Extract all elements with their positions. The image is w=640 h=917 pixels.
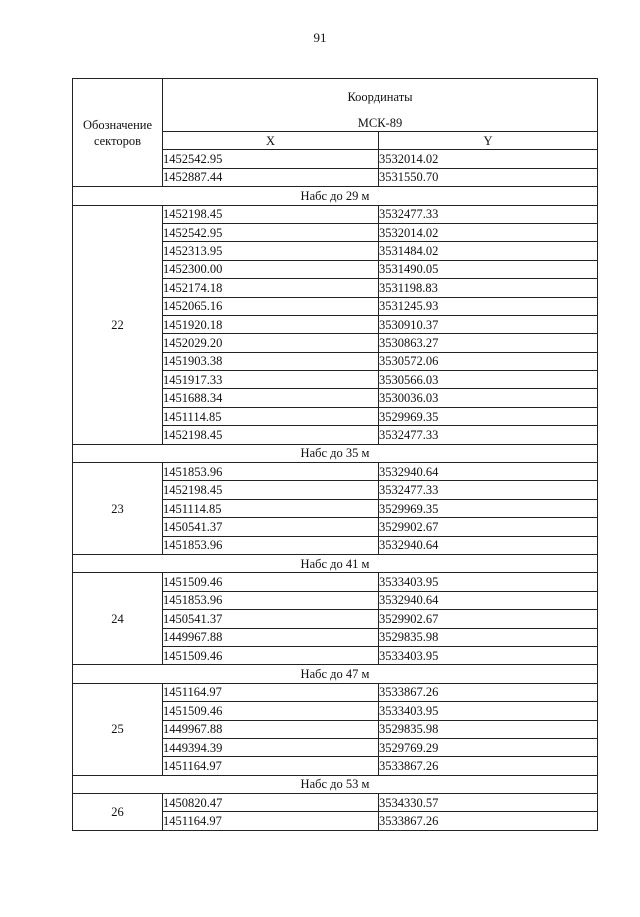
y-coordinate-cell: 3529969.35 (379, 499, 598, 517)
y-coordinate-cell: 3529902.67 (379, 610, 598, 628)
sector-number-cell: 24 (73, 573, 163, 665)
x-coordinate-cell: 1451164.97 (163, 757, 379, 775)
y-coordinate-cell: 3532940.64 (379, 463, 598, 481)
section-title: Набс до 53 м (73, 775, 598, 793)
table-row (73, 573, 598, 591)
x-coordinate-cell: 1449967.88 (163, 720, 379, 738)
y-coordinate-cell: 3529835.98 (379, 628, 598, 646)
x-coordinate-cell: 1451164.97 (163, 812, 379, 830)
section-title: Набс до 29 м (73, 187, 598, 205)
y-coordinate-cell: 3530572.06 (379, 352, 598, 370)
y-coordinate-cell: 3532477.33 (379, 205, 598, 223)
x-coordinate-cell: 1451509.46 (163, 573, 379, 591)
x-coordinate-cell: 1451917.33 (163, 371, 379, 389)
x-coordinate-cell: 1452542.95 (163, 223, 379, 241)
sector-number-cell: 26 (73, 794, 163, 831)
sector-number-cell: 23 (73, 463, 163, 555)
y-axis-header: Y (379, 132, 598, 150)
x-coordinate-cell: 1451853.96 (163, 463, 379, 481)
y-coordinate-cell: 3532014.02 (379, 223, 598, 241)
x-coordinate-cell: 1452313.95 (163, 242, 379, 260)
section-title-row (73, 444, 598, 462)
coords-header-title: Координаты (347, 90, 413, 104)
section-title: Набс до 47 м (73, 665, 598, 683)
x-coordinate-cell: 1451114.85 (163, 407, 379, 425)
x-coordinate-cell: 1451920.18 (163, 315, 379, 333)
y-coordinate-cell: 3529769.29 (379, 738, 598, 756)
y-coordinate-cell: 3533403.95 (379, 573, 598, 591)
y-coordinate-cell: 3531198.83 (379, 279, 598, 297)
y-coordinate-cell: 3531490.05 (379, 260, 598, 278)
x-coordinate-cell: 1451509.46 (163, 702, 379, 720)
x-coordinate-cell: 1449967.88 (163, 628, 379, 646)
x-coordinate-cell: 1450820.47 (163, 794, 379, 812)
x-coordinate-cell: 1452198.45 (163, 481, 379, 499)
sector-number-cell: 25 (73, 683, 163, 775)
x-coordinate-cell: 1452300.00 (163, 260, 379, 278)
y-coordinate-cell: 3532477.33 (379, 426, 598, 444)
coordinates-table-body (73, 79, 598, 831)
x-coordinate-cell: 1451853.96 (163, 591, 379, 609)
sector-header-cell (73, 79, 163, 187)
y-coordinate-cell: 3529835.98 (379, 720, 598, 738)
y-coordinate-cell: 3532940.64 (379, 591, 598, 609)
sector-header-line1: Обозначение (82, 117, 153, 132)
sector-number-cell: 22 (73, 205, 163, 444)
x-coordinate-cell: 1451688.34 (163, 389, 379, 407)
y-coordinate-cell: 3533867.26 (379, 683, 598, 701)
page-number: 91 (313, 30, 327, 45)
x-coordinate-cell: 1452065.16 (163, 297, 379, 315)
y-coordinate-cell: 3530910.37 (379, 315, 598, 333)
x-coordinate-cell: 1450541.37 (163, 518, 379, 536)
y-coordinate-cell: 3533403.95 (379, 646, 598, 664)
y-coordinate-cell: 3531484.02 (379, 242, 598, 260)
x-coordinate-cell: 1452198.45 (163, 426, 379, 444)
x-axis-header: X (163, 132, 379, 150)
x-coordinate-cell: 1452198.45 (163, 205, 379, 223)
table-row (73, 683, 598, 701)
section-title: Набс до 35 м (73, 444, 598, 462)
x-coordinate-cell: 1451509.46 (163, 646, 379, 664)
x-coordinate-cell: 1451853.96 (163, 536, 379, 554)
table-row (73, 794, 598, 812)
y-coordinate-cell: 3532477.33 (379, 481, 598, 499)
x-coordinate-cell: 1449394.39 (163, 738, 379, 756)
y-coordinate-cell: 3533403.95 (379, 702, 598, 720)
section-title-row (73, 554, 598, 572)
y-coordinate-cell: 3532014.02 (379, 150, 598, 168)
y-coordinate-cell: 3533867.26 (379, 757, 598, 775)
header-row (73, 79, 598, 132)
y-coordinate-cell: 3530566.03 (379, 371, 598, 389)
section-title-row (73, 775, 598, 793)
x-coordinate-cell: 1452542.95 (163, 150, 379, 168)
y-coordinate-cell: 3530863.27 (379, 334, 598, 352)
x-coordinate-cell: 1452029.20 (163, 334, 379, 352)
table-row (73, 463, 598, 481)
coords-header-cell (163, 79, 598, 132)
y-coordinate-cell: 3529969.35 (379, 407, 598, 425)
table-row (73, 205, 598, 223)
y-coordinate-cell: 3532940.64 (379, 536, 598, 554)
coordinates-table (72, 78, 598, 831)
x-coordinate-cell: 1451903.38 (163, 352, 379, 370)
y-coordinate-cell: 3533867.26 (379, 812, 598, 830)
y-coordinate-cell: 3529902.67 (379, 518, 598, 536)
y-coordinate-cell: 3534330.57 (379, 794, 598, 812)
section-title: Набс до 41 м (73, 554, 598, 572)
coords-system-label: МСК-89 (357, 116, 403, 130)
y-coordinate-cell: 3530036.03 (379, 389, 598, 407)
section-title-row (73, 665, 598, 683)
x-coordinate-cell: 1451114.85 (163, 499, 379, 517)
x-coordinate-cell: 1450541.37 (163, 610, 379, 628)
sector-header-line2: секторов (93, 133, 142, 148)
x-coordinate-cell: 1452174.18 (163, 279, 379, 297)
y-coordinate-cell: 3531245.93 (379, 297, 598, 315)
x-coordinate-cell: 1451164.97 (163, 683, 379, 701)
y-coordinate-cell: 3531550.70 (379, 168, 598, 186)
section-title-row (73, 187, 598, 205)
x-coordinate-cell: 1452887.44 (163, 168, 379, 186)
